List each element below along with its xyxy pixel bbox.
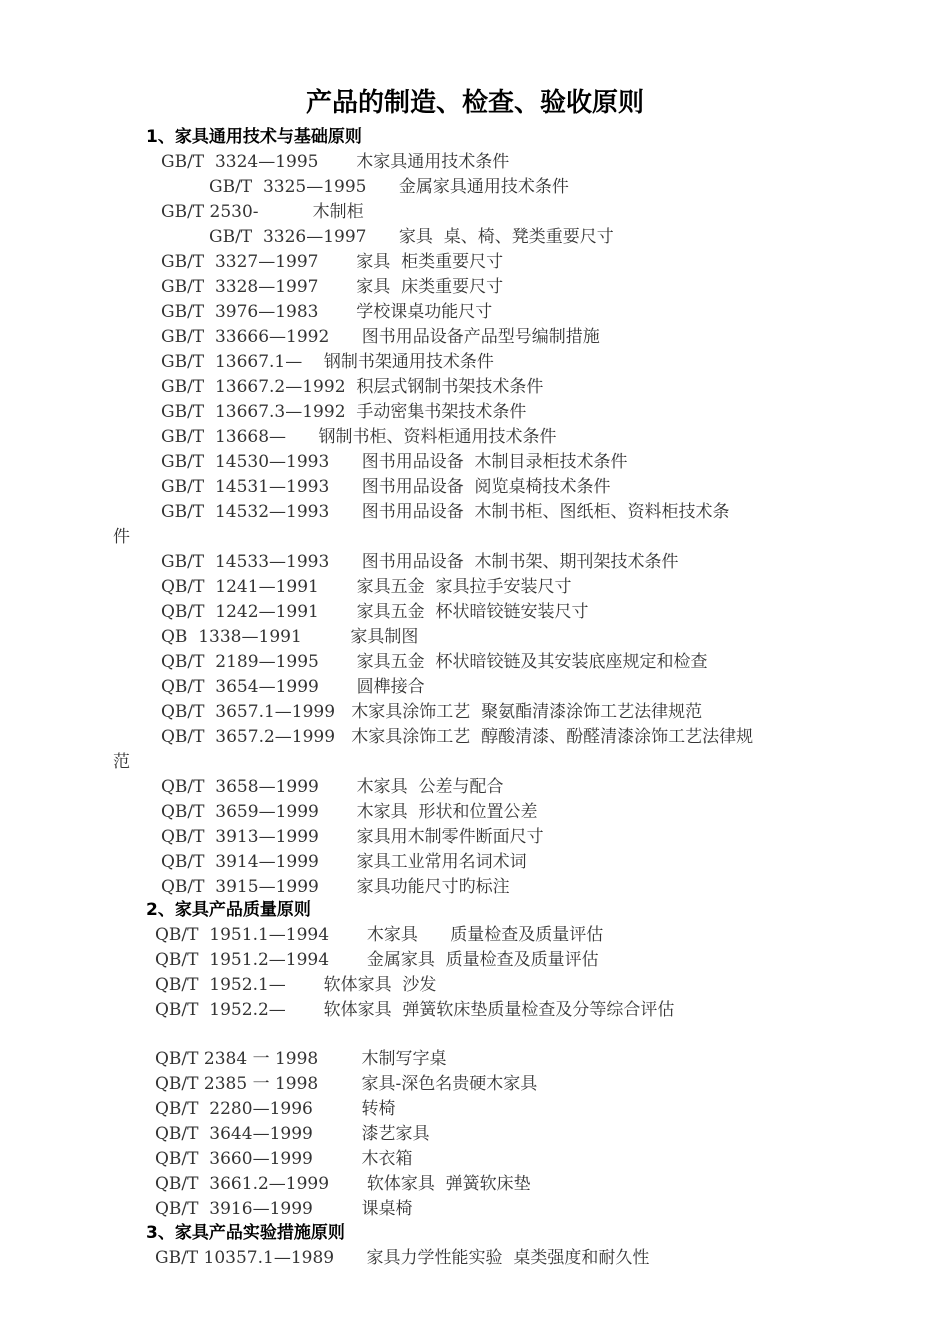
standard-line: GB/T 14533—1993 图书用品设备 木制书架、期刊架技术条件 bbox=[161, 552, 679, 572]
standard-line: QB/T 1951.1—1994 木家具 质量检查及质量评估 bbox=[155, 925, 604, 945]
standard-line: QB/T 2385 一 1998 家具-深色名贵硬木家具 bbox=[155, 1074, 538, 1094]
standard-line: QB/T 1952.1— 软体家具 沙发 bbox=[155, 975, 437, 995]
standard-line: QB/T 3916—1999 课桌椅 bbox=[155, 1199, 413, 1219]
standard-line: GB/T 3326—1997 家具 桌、椅、凳类重要尺寸 bbox=[209, 227, 614, 247]
standard-line: GB/T 3327—1997 家具 柜类重要尺寸 bbox=[161, 252, 504, 272]
standard-line: QB/T 1242—1991 家具五金 杯状暗铰链安装尺寸 bbox=[161, 602, 589, 622]
standard-line: GB/T 33666—1992 图书用品设备产品型号编制措施 bbox=[161, 327, 600, 347]
standard-line: QB/T 1952.2— 软体家具 弹簧软床垫质量检查及分等综合评估 bbox=[155, 1000, 675, 1020]
standard-line: QB/T 3913—1999 家具用木制零件断面尺寸 bbox=[161, 827, 544, 847]
standard-line: QB/T 3660—1999 木衣箱 bbox=[155, 1149, 413, 1169]
wrapped-line: 范 bbox=[113, 752, 130, 772]
standard-line: QB/T 3661.2—1999 软体家具 弹簧软床垫 bbox=[155, 1174, 531, 1194]
standard-line: QB/T 3658—1999 木家具 公差与配合 bbox=[161, 777, 504, 797]
wrapped-line: 件 bbox=[113, 527, 130, 547]
standard-line: GB/T 3325—1995 金属家具通用技术条件 bbox=[209, 177, 569, 197]
section-heading: 1、家具通用技术与基础原则 bbox=[146, 127, 362, 147]
standard-line: QB/T 1241—1991 家具五金 家具拉手安装尺寸 bbox=[161, 577, 572, 597]
standard-line: GB/T 2530- 木制柜 bbox=[161, 202, 364, 222]
standard-line: GB/T 13667.2—1992 积层式钢制书架技术条件 bbox=[161, 377, 544, 397]
standard-line: QB/T 3654—1999 圆榫接合 bbox=[161, 677, 425, 697]
standard-line: QB/T 3914—1999 家具工业常用名词术词 bbox=[161, 852, 527, 872]
standard-line: GB/T 3324—1995 木家具通用技术条件 bbox=[161, 152, 510, 172]
section-heading: 2、家具产品质量原则 bbox=[146, 900, 311, 920]
standard-line: GB/T 13667.3—1992 手动密集书架技术条件 bbox=[161, 402, 527, 422]
page-title: 产品的制造、检查、验收原则 bbox=[305, 88, 644, 118]
standard-line: GB/T 13668— 钢制书柜、资料柜通用技术条件 bbox=[161, 427, 557, 447]
standard-line: GB/T 3328—1997 家具 床类重要尺寸 bbox=[161, 277, 504, 297]
standard-line: QB 1338—1991 家具制图 bbox=[161, 627, 419, 647]
standard-line: QB/T 2189—1995 家具五金 杯状暗铰链及其安装底座规定和检查 bbox=[161, 652, 708, 672]
standard-line: QB/T 3659—1999 木家具 形状和位置公差 bbox=[161, 802, 538, 822]
standard-line: GB/T 14532—1993 图书用品设备 木制书柜、图纸柜、资料柜技术条 bbox=[161, 502, 730, 522]
standard-line: GB/T 13667.1— 钢制书架通用技术条件 bbox=[161, 352, 494, 372]
standard-line: GB/T 14531—1993 图书用品设备 阅览桌椅技术条件 bbox=[161, 477, 611, 497]
standard-line: QB/T 2384 一 1998 木制写字桌 bbox=[155, 1049, 447, 1069]
standard-line: QB/T 3915—1999 家具功能尺寸旳标注 bbox=[161, 877, 510, 897]
standard-line: QB/T 3657.1—1999 木家具涂饰工艺 聚氨酯清漆涂饰工艺法律规范 bbox=[161, 702, 703, 722]
standard-line: GB/T 10357.1—1989 家具力学性能实验 桌类强度和耐久性 bbox=[155, 1248, 650, 1268]
standard-line: GB/T 3976—1983 学校课桌功能尺寸 bbox=[161, 302, 493, 322]
standard-line: QB/T 3644—1999 漆艺家具 bbox=[155, 1124, 430, 1144]
standard-line: GB/T 14530—1993 图书用品设备 木制目录柜技术条件 bbox=[161, 452, 628, 472]
standard-line: QB/T 2280—1996 转椅 bbox=[155, 1099, 396, 1119]
standard-line: QB/T 1951.2—1994 金属家具 质量检查及质量评估 bbox=[155, 950, 599, 970]
standard-line: QB/T 3657.2—1999 木家具涂饰工艺 醇酸清漆、酚醛清漆涂饰工艺法律规 bbox=[161, 727, 754, 747]
section-heading: 3、家具产品实验措施原则 bbox=[146, 1223, 345, 1243]
